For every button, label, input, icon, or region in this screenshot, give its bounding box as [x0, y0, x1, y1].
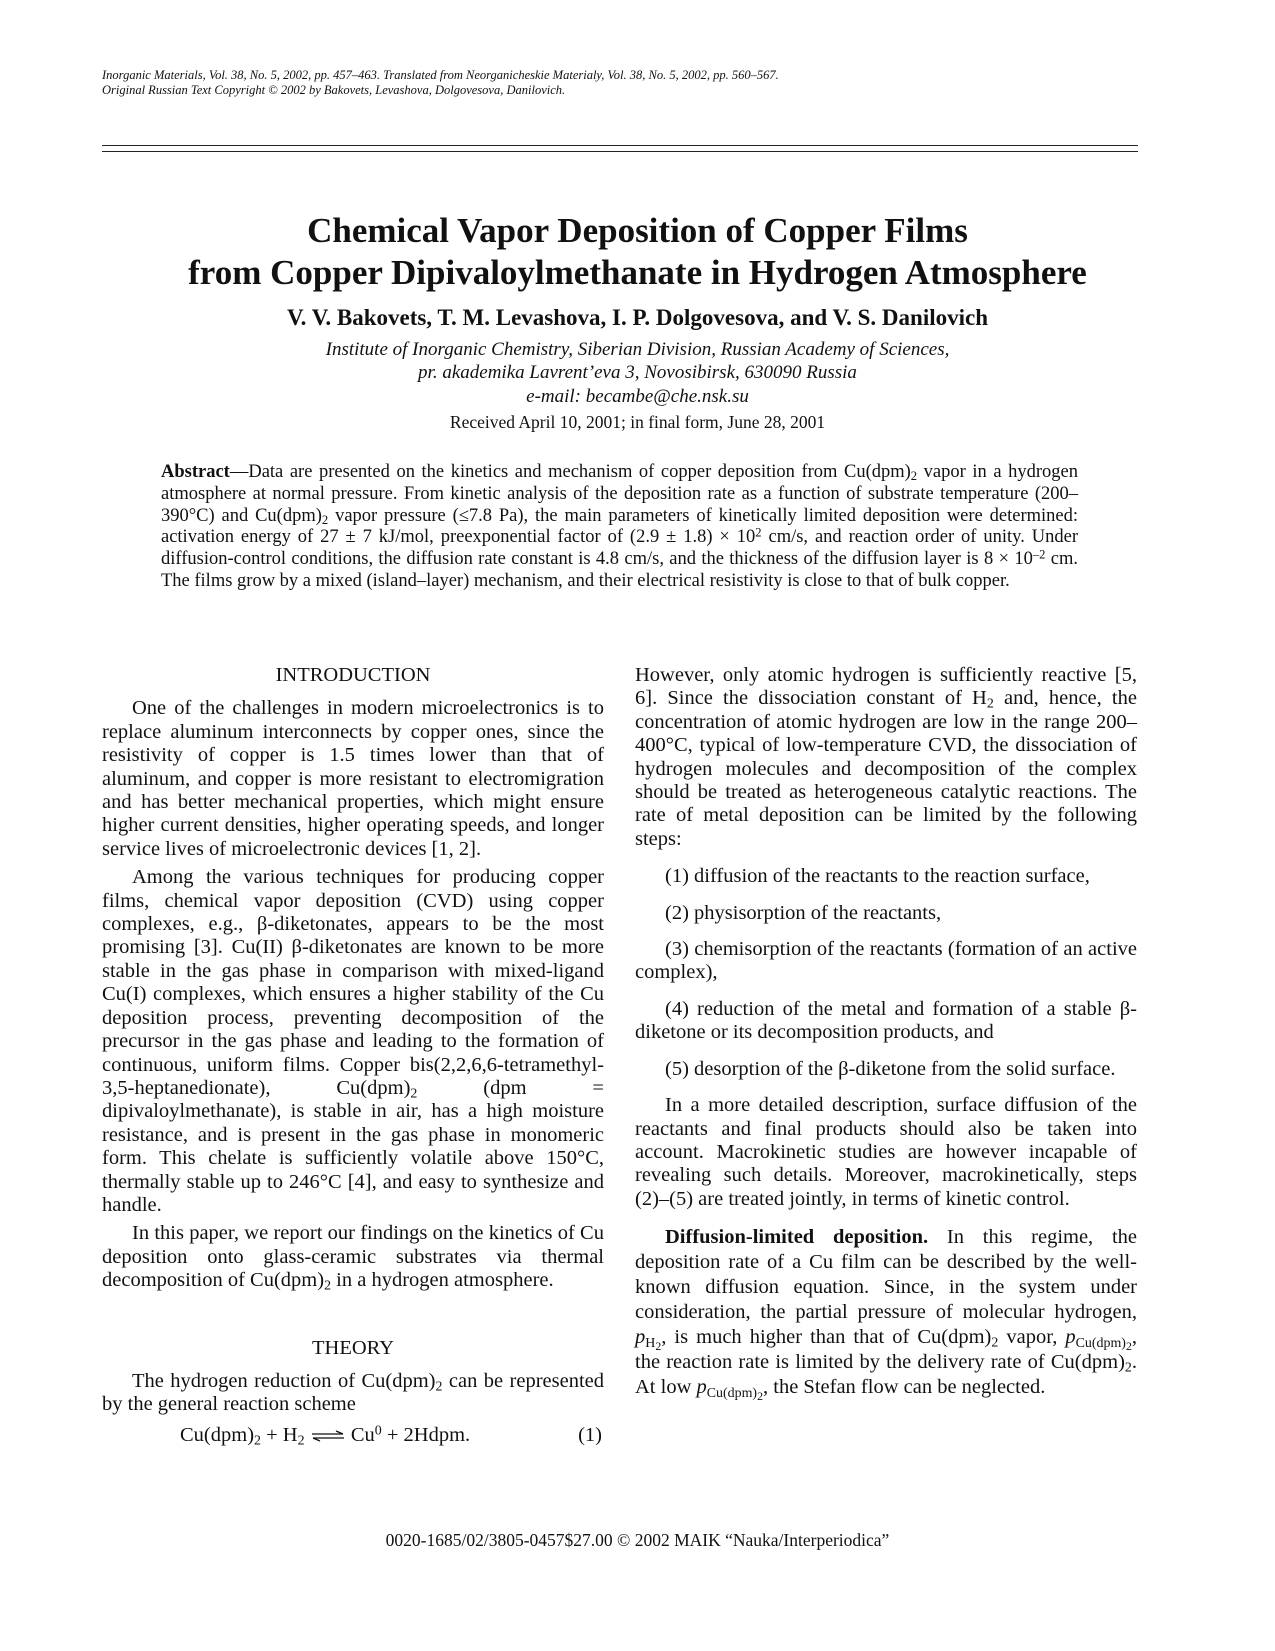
right-column — [635, 664, 1137, 1405]
subscript-text: H — [645, 1335, 656, 1351]
subscript: 2 — [1125, 1338, 1132, 1353]
pressure-symbol: p — [696, 1376, 707, 1399]
diffusion-text-b: , is much higher than that of Cu(dpm) — [661, 1326, 992, 1349]
pressure-symbol: p — [1065, 1326, 1076, 1349]
section-heading-theory: THEORY — [312, 1336, 394, 1359]
theory-paragraph-1-text-b: can be represented by the general reaction scheme — [102, 1369, 604, 1416]
theory-paragraph-1-text-a: The hydrogen reduction of Cu(dpm) — [132, 1369, 436, 1392]
equation-1 — [102, 1422, 604, 1452]
abstract-label: Abstract — [161, 462, 230, 482]
subscript: 2 — [910, 469, 918, 484]
diffusion-text-a: In this regime, the deposition rate of a Cu film can be described by the well-known diffusion equation. Since, in the system under consideration, the partial pressure of molecular hydrogen, — [635, 1226, 1138, 1324]
equation-term: + 2Hdpm. — [381, 1423, 471, 1446]
subscript: 2 — [410, 1086, 418, 1102]
step-4: (4) reduction of the metal and formation of a stable β-diketone or its decomposition products, and — [635, 997, 1137, 1044]
subscript: 2 — [321, 512, 329, 527]
intro-paragraph-3-text-b: in a hydrogen atmosphere. — [331, 1269, 554, 1292]
right-paragraph-2: In a more detailed description, surface diffusion of the reactants and final products should also be taken into account. Macrokinetic studies are however incapable of revealing such details. Moreover, macrokinetically, steps (2)–(5) are treated jointly, in terms of kinetic control. — [635, 1094, 1137, 1210]
equation-term: Cu(dpm) — [180, 1423, 255, 1446]
theory-paragraph-1 — [102, 1370, 604, 1417]
intro-paragraph-2 — [102, 866, 604, 1217]
equation-number: (1) — [578, 1423, 602, 1446]
superscript: –2 — [1032, 547, 1046, 562]
subscript: 2 — [435, 1379, 443, 1395]
subscript: 2 — [757, 1388, 763, 1403]
received-dates: Received April 10, 2001; in final form, June 28, 2001 — [449, 412, 826, 432]
paper-title-line-1: Chemical Vapor Deposition of Copper Films — [307, 211, 968, 250]
subscript-text: Cu(dpm) — [1075, 1335, 1126, 1351]
author-list: V. V. Bakovets, T. M. Levashova, I. P. Dolgovesova, and V. S. Danilovich — [286, 305, 989, 330]
subscript — [707, 1386, 763, 1401]
equilibrium-arrows-icon — [310, 1430, 346, 1442]
subscript: 2 — [254, 1433, 261, 1449]
section-heading-introduction: INTRODUCTION — [275, 664, 431, 686]
abstract-text-5: cm. The films grow by a mixed (island–layer) mechanism, and their electrical resistivity is close to that of bulk copper. — [161, 549, 1079, 591]
journal-citation-line-2: Original Russian Text Copyright © 2002 by Bakovets, Levashova, Dolgovesova, Danilovich. — [102, 83, 566, 97]
subscript — [645, 1336, 661, 1351]
paper-title-line-2: from Copper Dipivaloylmethanate in Hydrogen Atmosphere — [188, 253, 1087, 292]
copyright-footer: 0020-1685/02/3805-0457$27.00 © 2002 MAIK “Nauka/Interperiodica” — [385, 1530, 890, 1550]
diffusion-limited-paragraph — [635, 1225, 1138, 1403]
pressure-symbol: p — [635, 1326, 646, 1349]
intro-paragraph-3 — [102, 1222, 604, 1292]
equation-term: + H — [261, 1423, 298, 1446]
abstract-text-2: vapor in a hydrogen atmosphere at normal pressure. From kinetic analysis of the deposition rate as a function of substrate temperature (200–390°C) and Cu(dpm) — [161, 462, 1078, 526]
intro-paragraph-1: One of the challenges in modern microelectronics is to replace aluminum interconnects by copper ones, since the resistivity of copper is 1.5 times lower than that of aluminum, and copper is more resistant to electromigration and has better mechanical properties, which might ensure higher current densities, higher operating speeds, and longer service lives of microelectronic devices [1, 2]. — [102, 697, 604, 860]
affiliation — [0, 338, 1275, 384]
diffusion-text-e: . At low — [635, 1351, 1137, 1399]
right-paragraph-1 — [635, 664, 1137, 851]
subscript: 2 — [991, 1335, 999, 1351]
diffusion-limited-label: Diffusion-limited deposition. — [665, 1226, 929, 1249]
diffusion-text-f: , the Stefan flow can be neglected. — [763, 1376, 1046, 1399]
subscript — [1076, 1336, 1132, 1351]
left-column — [102, 664, 604, 1452]
right-paragraph-1-text-b: and, hence, the concentration of atomic hydrogen are low in the range 200–400°C, typical of low-temperature CVD, the dissociation of hydrogen molecules and decomposition of the complex should be treated as heterogeneous catalytic reactions. The rate of metal deposition can be limited by the following steps: — [635, 687, 1137, 850]
journal-citation — [102, 68, 1142, 98]
header-rule-top — [102, 145, 1138, 146]
abstract-text-4: cm/s, and reaction order of unity. Under diffusion-control conditions, the diffusion rate constant is 4.8 cm/s, and the thickness of the diffusion layer is 8 × 10 — [161, 527, 1078, 570]
journal-citation-line-1: Inorganic Materials, Vol. 38, No. 5, 2002, pp. 457–463. Translated from Neorganicheskie Materialy, Vol. 38, No. 5, 2002, pp. 560–567. — [102, 68, 779, 82]
diffusion-text-c: vapor, — [998, 1326, 1066, 1349]
subscript: 2 — [655, 1338, 662, 1353]
subscript: 2 — [986, 696, 994, 712]
step-5: (5) desorption of the β-diketone from the solid surface. — [665, 1057, 1116, 1080]
step-2: (2) physisorption of the reactants, — [665, 901, 942, 924]
affiliation-line-2: pr. akademika Lavrent’eva 3, Novosibirsk, 630090 Russia — [418, 362, 857, 383]
superscript: 2 — [755, 525, 762, 540]
step-3: (3) chemisorption of the reactants (formation of an active complex), — [635, 938, 1137, 984]
subscript-text: Cu(dpm) — [706, 1385, 758, 1401]
right-paragraph-1-text-a: However, only atomic hydrogen is sufficiently reactive [5, 6]. Since the dissociation constant of H — [635, 664, 1137, 710]
equation-term: Cu — [345, 1423, 375, 1446]
superscript: 0 — [374, 1423, 382, 1439]
subscript: 2 — [1124, 1360, 1132, 1376]
equation-1-expression — [180, 1424, 470, 1447]
subscript: 2 — [324, 1278, 332, 1294]
header-rule-bottom — [102, 151, 1138, 152]
step-1: (1) diffusion of the reactants to the reaction surface, — [665, 865, 1090, 888]
diffusion-text-d: , the reaction rate is limited by the delivery rate of Cu(dpm) — [635, 1326, 1137, 1374]
subscript: 2 — [297, 1433, 305, 1449]
intro-paragraph-3-text-a: In this paper, we report our findings on the kinetics of Cu deposition onto glass-ceramic substrates via thermal decomposition of Cu(dpm) — [102, 1222, 604, 1292]
abstract-text-3: vapor pressure (≤7.8 Pa), the main parameters of kinetically limited deposition were determined: activation energy of 27 ± 7 kJ/mol, preexponential factor of (2.9 ± 1.8) × 10 — [161, 505, 1078, 548]
affiliation-line-1: Institute of Inorganic Chemistry, Siberian Division, Russian Academy of Sciences, — [325, 339, 950, 360]
author-email: e-mail: becambe@che.nsk.su — [526, 386, 749, 407]
paper-title — [0, 210, 1275, 294]
intro-paragraph-2-text-a: Among the various techniques for producing copper films, chemical vapor deposition (CVD) using copper complexes, e.g., β-diketonates, appears to be the most promising [3]. Cu(II) β-diketonates are known to be more stable in the gas phase in comparison with mixed-ligand Cu(I) complexes, which ensures a higher stability of the Cu deposition process, preventing decomposition of the precursor in the gas phase and leading to the formation of continuous, uniform films. Copper bis(2,2,6,6-tetramethyl-3,5-heptanedionate), Cu(dpm) — [102, 866, 604, 1099]
abstract — [161, 462, 1078, 593]
abstract-text-1: —Data are presented on the kinetics and mechanism of copper deposition from Cu(dpm) — [229, 462, 911, 482]
intro-paragraph-2-text-b: (dpm = dipivaloylmethanate), is stable in air, has a high moisture resistance, and is present in the gas phase in monomeric form. This chelate is sufficiently volatile above 150°C, thermally stable up to 246°C [4], and easy to synthesize and handle. — [102, 1076, 604, 1216]
